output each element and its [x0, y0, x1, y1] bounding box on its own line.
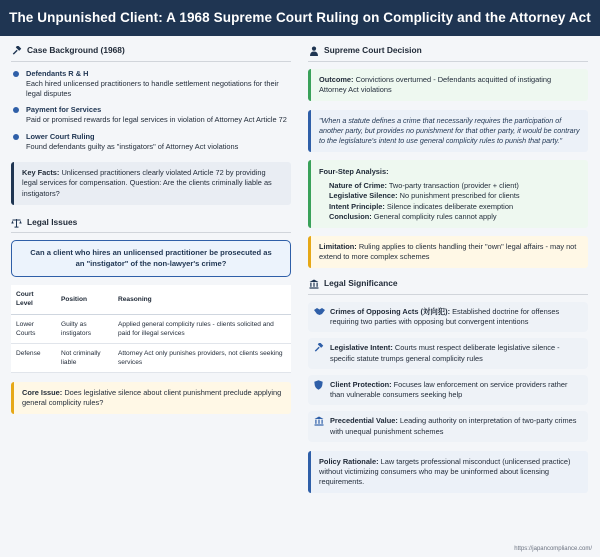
table-header: Reasoning	[113, 285, 291, 314]
analysis-step-label: Conclusion:	[329, 211, 372, 221]
background-item-title: Payment for Services	[26, 105, 102, 115]
significance-text: Established doctrine for offenses requiring two parties with opposing but convergent intentions	[330, 306, 560, 327]
bullet-dot	[13, 107, 19, 113]
significance-item	[308, 302, 588, 332]
background-item	[11, 132, 291, 152]
case-background-heading	[11, 45, 291, 62]
outcome-label: Outcome:	[319, 74, 354, 84]
limitation-text: Ruling applies to clients handling their "own" legal affairs - may not extend to more complex schemes	[319, 241, 577, 262]
case-background-title: Case Background (1968)	[27, 45, 125, 55]
significance-item	[308, 338, 588, 368]
table-cell: Not criminally liable	[56, 343, 113, 372]
key-facts-text: Unlicensed practitioners clearly violated Article 72 by providing legal services for compensation. Question: Are the clients criminally liable as instigators?	[22, 168, 272, 198]
core-issue-text: Does legislative silence about client punishment preclude applying general complicity rules?	[22, 387, 282, 408]
limitation-callout	[308, 236, 588, 268]
background-item-desc: Found defendants guilty as "instigators" of Attorney Act violations	[26, 141, 239, 151]
outcome-text: Convictions overturned - Defendants acquitted of instigating Attorney Act violations	[319, 74, 552, 94]
outcome-callout	[308, 69, 588, 101]
analysis-step-text: Silence indicates deliberate exemption	[386, 201, 514, 211]
analysis-step	[319, 191, 580, 201]
right-column	[308, 45, 588, 501]
significance-heading	[308, 278, 588, 295]
significance-item	[308, 411, 588, 441]
table-cell: Applied general complicity rules - clients solicited and paid for illegal services	[113, 314, 291, 343]
scales-icon	[11, 217, 22, 228]
significance-item	[308, 375, 588, 405]
table-cell: Guilty as instigators	[56, 314, 113, 343]
background-item-desc: Paid or promised rewards for legal services in violation of Attorney Act Article 72	[26, 115, 287, 125]
analysis-step-text: Two-party transaction (provider + client)	[388, 181, 519, 191]
analysis-step	[319, 212, 580, 222]
handshake-icon	[314, 307, 324, 317]
background-item	[11, 105, 291, 125]
policy-label: Policy Rationale:	[319, 456, 379, 466]
legal-issues-heading	[11, 217, 291, 234]
significance-label: Client Protection:	[330, 379, 392, 389]
significance-text: Focuses law enforcement on service providers rather than vulnerable consumers seeking help	[330, 379, 568, 400]
bullet-dot	[13, 134, 19, 140]
bullet-dot	[13, 71, 19, 77]
left-column	[11, 45, 291, 422]
significance-label: Crimes of Opposing Acts (対向犯):	[330, 306, 451, 316]
significance-text: Courts must respect deliberate legislative silence - specific statute trumps general complicity rules	[330, 343, 560, 363]
decision-title: Supreme Court Decision	[324, 45, 422, 55]
analysis-step-label: Intent Principle:	[329, 201, 385, 211]
table-row	[11, 314, 291, 343]
institution-icon	[308, 279, 319, 290]
table-cell: Defense	[11, 343, 56, 372]
analysis-step-text: General complicity rules cannot apply	[373, 211, 497, 221]
key-facts-label: Key Facts:	[22, 168, 60, 178]
table-cell: Lower Courts	[11, 314, 56, 343]
analysis-step	[319, 202, 580, 212]
decision-heading	[308, 45, 588, 62]
background-item-title: Defendants R & H	[26, 68, 89, 78]
table-cell: Attorney Act only punishes providers, not clients seeking services	[113, 343, 291, 372]
significance-text: Leading authority on interpretation of two-party crimes with unequal punishment schemes	[330, 416, 577, 436]
policy-callout	[308, 451, 588, 494]
footer-url[interactable]: https://japancompliance.com/	[514, 545, 592, 552]
page-title: The Unpunished Client: A 1968 Supreme Court Ruling on Complicity and the Attorney Act	[9, 9, 591, 25]
court-quote: "When a statute defines a crime that necessarily requires the participation of another party, but provides no punishment for that other party, it would be contrary to the legislature's intent to use general complicity rules to punish that party."	[308, 110, 588, 152]
significance-title: Legal Significance	[324, 278, 398, 289]
analysis-heading: Four-Step Analysis:	[319, 166, 389, 176]
page-header	[0, 0, 600, 36]
analysis-step-text: No punishment prescribed for clients	[399, 191, 520, 201]
table-header-row	[11, 285, 291, 314]
table-row	[11, 343, 291, 372]
central-question: Can a client who hires an unlicensed practitioner be prosecuted as an "instigator" of the non-lawyer's crime?	[11, 240, 291, 277]
four-step-analysis	[308, 160, 588, 228]
judge-icon	[308, 45, 319, 56]
background-item	[11, 69, 291, 100]
significance-label: Precedential Value:	[330, 416, 398, 426]
legal-issues-title: Legal Issues	[27, 216, 78, 227]
gavel-icon	[314, 343, 324, 353]
background-item-title: Lower Court Ruling	[26, 131, 95, 141]
analysis-step-label: Legislative Silence:	[329, 191, 398, 201]
shield-icon	[314, 380, 324, 390]
policy-text: Law targets professional misconduct (unlicensed practice) without victimizing consumers who may be uninformed about licensing requirements.	[319, 456, 571, 487]
court-positions-table	[11, 285, 291, 373]
gavel-icon	[11, 45, 22, 56]
institution-icon	[314, 416, 324, 426]
analysis-step	[319, 181, 580, 191]
table-header: Position	[56, 285, 113, 314]
limitation-label: Limitation:	[319, 241, 357, 251]
significance-label: Legislative Intent:	[330, 343, 393, 353]
table-header: Court Level	[11, 285, 56, 314]
core-issue-callout	[11, 382, 291, 414]
analysis-step-label: Nature of Crime:	[329, 181, 387, 191]
key-facts-callout	[11, 162, 291, 205]
core-issue-label: Core Issue:	[22, 387, 63, 397]
background-item-desc: Each hired unlicensed practitioners to handle settlement negotiations for their legal disputes	[26, 78, 279, 99]
